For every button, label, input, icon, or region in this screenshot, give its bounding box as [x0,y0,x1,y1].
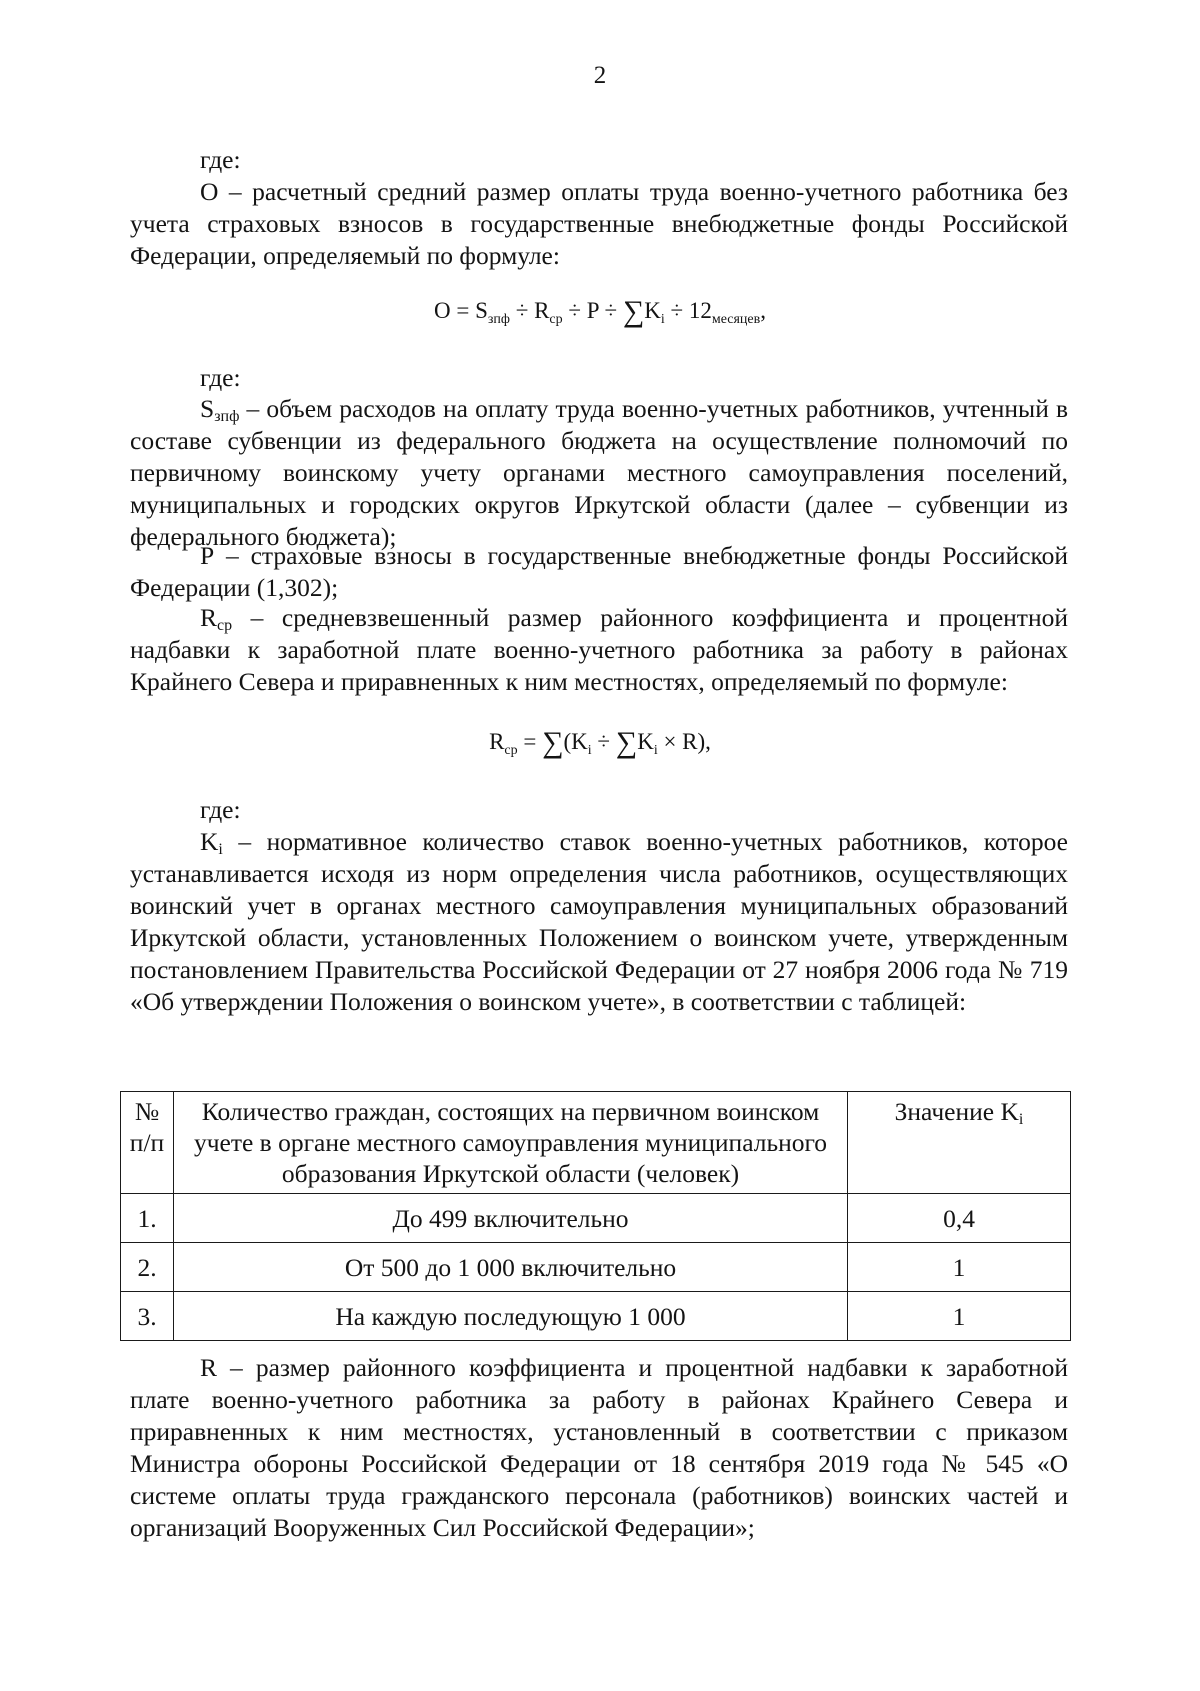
formula-o-k-sub: i [660,312,665,327]
symbol-r-sub: ср [217,617,233,634]
coefficients-table [120,1091,1071,1341]
formula-div: ÷ [591,729,616,754]
table-header-row [121,1092,1071,1194]
formula-o-op2: ÷ P ÷ [562,298,623,323]
formula-eq: = [517,729,543,754]
row-count: От 500 до 1 000 включительно [174,1243,848,1292]
formula-rcp [0,727,1200,766]
row-number: 2. [121,1243,174,1292]
row-value: 0,4 [848,1194,1071,1243]
sigma-symbol: ∑ [622,295,645,328]
formula-o-op3: ÷ 12 [664,298,712,323]
sigma-symbol: ∑ [542,726,564,759]
formula-r-sub: ср [504,743,518,758]
paragraph-s-definition [130,393,1068,553]
formula-open: (K [563,729,588,754]
symbol-s-sub: зпф [214,408,240,425]
paragraph-r-final: R – размер районного коэффициента и процентной надбавки к заработной плате военно-учетного работника за работу в районах Крайнего Севера и приравненных к ним местностях, установленный в соответствии с приказом Министра обороны Российской Федерации от 18 сентября 2019 года № 545 «О системе оплаты труда гражданского персонала (работников) воинских частей и организаций Вооруженных Сил Российской Федерации»; [130,1353,1068,1542]
formula-o-month-sub: месяцев [711,312,761,327]
paragraph-p-definition: Р – страховые взносы в государственные внебюджетные фонды Российской Федерации (1,302); [130,541,1068,602]
formula-k1-sub: i [587,743,592,758]
header-citizens-count: Количество граждан, состоящих на первичном воинском учете в органе местного самоуправления муниципального образования Иркутской области (человек) [174,1092,848,1194]
formula-k2: K [637,729,654,754]
symbol-r: R [200,603,218,632]
row-value: 1 [848,1243,1071,1292]
paragraph-o-definition: О – расчетный средний размер оплаты труда военно-учетного работника без учета страховых взносов в государственные внебюджетные фонды Российской Федерации, определяемый по формуле: [130,177,1068,270]
paragraph-r-text: – средневзвешенный размер районного коэффициента и процентной надбавки к заработной плате военно-учетного работника за работу в районах Крайнего Севера и приравненных к ним местностях, определяемый по формуле: [130,603,1068,696]
formula-tail: × R), [657,729,711,754]
paragraph-r-definition [130,602,1068,698]
table-row [121,1243,1071,1292]
where-label: где: [200,795,241,824]
where-label: где: [200,363,241,392]
formula-o-s-sub: зпф [487,312,510,327]
row-number: 3. [121,1292,174,1341]
table-row [121,1194,1071,1243]
symbol-k: K [200,827,219,856]
formula-o-lhs: O = S [433,298,488,323]
sigma-symbol: ∑ [615,726,638,759]
formula-o-tail: , [760,298,767,323]
header-value [848,1092,1071,1194]
formula-o-k: K [644,298,661,323]
row-count: На каждую последующую 1 000 [174,1292,848,1341]
paragraph-s-text: – объем расходов на оплату труда военно-учетных работников, учтенный в составе субвенции из федерального бюджета на осуществление полномочий по первичному воинскому учету органами местного самоуправления поселений, муниципальных и городских округов Иркутской области (далее – субвенции из федерального бюджета); [130,394,1068,551]
where-label: где: [200,145,241,174]
symbol-s: S [200,394,215,423]
paragraph-k-definition [130,826,1068,1018]
formula-r: R [489,729,505,754]
page-number: 2 [593,62,607,89]
row-value: 1 [848,1292,1071,1341]
table-row [121,1292,1071,1341]
header-number: № п/п [121,1092,174,1194]
paragraph-k-text: – нормативное количество ставок военно-учетных работников, которое устанавливается исходя из норм определения числа работников, осуществляющих воинский учет в органах местного самоуправления муниципальных образований Иркутской области, установленных Положением о воинском учете, утвержденным постановлением Правительства Российской Федерации от 27 ноября 2006 года № 719 «Об утверждении Положения о воинском учете», в соответствии с таблицей: [130,827,1068,1016]
formula-o-op1: ÷ R [509,298,550,323]
symbol-k-sub: i [218,841,223,858]
header-value-label: Значение K [894,1097,1019,1126]
row-count: До 499 включительно [174,1194,848,1243]
header-value-sub: i [1018,1111,1024,1128]
formula-k2-sub: i [653,743,658,758]
formula-o-r-sub: ср [549,312,563,327]
row-number: 1. [121,1194,174,1243]
formula-o [0,296,1200,335]
